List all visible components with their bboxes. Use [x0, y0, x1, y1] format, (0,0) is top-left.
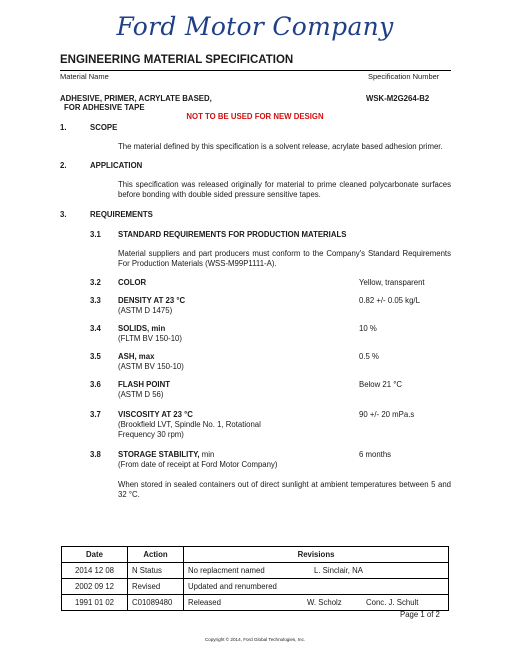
req-3-4-value: 10 %	[359, 324, 377, 333]
revision-desc-cell	[184, 579, 449, 595]
req-3-2-title: COLOR	[118, 278, 147, 287]
section-1-number: 1.	[60, 123, 67, 132]
scope-body: The material defined by this specification is a solvent release, acrylate based adhesion primer.	[118, 142, 443, 151]
req-3-6-method: (ASTM D 56)	[118, 390, 164, 399]
table-row	[62, 579, 449, 595]
revision-desc-cell	[184, 563, 449, 579]
revision-date: 2014 12 08	[62, 563, 128, 579]
req-3-5-method: (ASTM BV 150-10)	[118, 362, 184, 371]
section-3-1-title: STANDARD REQUIREMENTS FOR PRODUCTION MATERIALS	[118, 230, 347, 239]
ford-logo: Ford Motor Company	[116, 12, 394, 41]
req-3-5-value: 0.5 %	[359, 352, 379, 361]
revision-header-revisions: Revisions	[184, 547, 449, 563]
revision-action: Revised	[128, 579, 184, 595]
revision-header-date: Date	[62, 547, 128, 563]
req-3-7-number: 3.7	[90, 410, 101, 419]
material-name-line1: ADHESIVE, PRIMER, ACRYLATE BASED,	[60, 94, 212, 103]
req-3-3-method: (ASTM D 1475)	[118, 306, 173, 315]
table-row	[62, 595, 449, 611]
req-3-3-number: 3.3	[90, 296, 101, 305]
req-3-4-number: 3.4	[90, 324, 101, 333]
req-3-4-method: (FLTM BV 150-10)	[118, 334, 182, 343]
revision-by: L. Sinclair, NA	[314, 566, 363, 575]
req-3-3-value: 0.82 +/- 0.05 kg/L	[359, 296, 420, 305]
revision-desc: Updated and renumbered	[188, 582, 277, 591]
section-3-number: 3.	[60, 210, 67, 219]
req-3-6-title: FLASH POINT	[118, 380, 170, 389]
req-3-8-title-bold: STORAGE STABILITY,	[118, 450, 200, 459]
material-name-line2: FOR ADHESIVE TAPE	[64, 103, 145, 112]
revision-date: 2002 09 12	[62, 579, 128, 595]
revision-concurrence: Conc. J. Schult	[366, 598, 419, 607]
header-rule	[60, 70, 451, 71]
revision-action: C01089480	[128, 595, 184, 611]
copyright-footer: Copyright © 2014, Ford Global Technologies, Inc.	[204, 637, 306, 642]
section-3-1-number: 3.1	[90, 230, 101, 239]
req-3-8-value: 6 months	[359, 450, 392, 459]
req-3-8-method: (From date of receipt at Ford Motor Company)	[118, 460, 278, 469]
document-title: ENGINEERING MATERIAL SPECIFICATION	[60, 54, 294, 66]
req-3-5-number: 3.5	[90, 352, 101, 361]
spec-number: WSK-M2G264-B2	[366, 94, 430, 103]
req-3-8-number: 3.8	[90, 450, 101, 459]
req-3-6-value: Below 21 °C	[359, 380, 402, 389]
req-3-7-method-line1: (Brookfield LVT, Spindle No. 1, Rotational	[118, 420, 261, 429]
application-body: This specification was released originally for material to prime cleaned polycarbonate surfaces before bonding with double sided pressure sensitive tapes.	[118, 180, 451, 199]
req-3-4-title: SOLIDS, min	[118, 324, 166, 333]
req-3-8-title-suffix: min	[199, 450, 215, 459]
section-1-title: SCOPE	[90, 123, 118, 132]
req-3-5-title: ASH, max	[118, 352, 155, 361]
table-row	[62, 563, 449, 579]
req-3-7-value: 90 +/- 20 mPa.s	[359, 410, 415, 419]
req-3-6-number: 3.6	[90, 380, 101, 389]
section-2-number: 2.	[60, 161, 67, 170]
revision-desc: No replacment named	[188, 566, 265, 575]
storage-note: When stored in sealed containers out of direct sunlight at ambient temperatures between 5 and 32 °C.	[118, 480, 451, 499]
section-2-title: APPLICATION	[90, 161, 143, 170]
revision-desc-cell	[184, 595, 449, 611]
section-3-1-body: Material suppliers and part producers must conform to the Company's Standard Requirements For Production Materials (WSS-M99P1111-A).	[118, 249, 451, 268]
revision-header-row	[62, 547, 449, 563]
req-3-2-value: Yellow, transparent	[359, 278, 425, 287]
revision-date: 1991 01 02	[62, 595, 128, 611]
revision-by: W. Scholz	[307, 598, 342, 607]
obsolete-notice: NOT TO BE USED FOR NEW DESIGN	[186, 112, 324, 121]
page-number: Page 1 of 2	[400, 610, 440, 619]
req-3-2-number: 3.2	[90, 278, 101, 287]
revision-header-action: Action	[128, 547, 184, 563]
revision-action: N Status	[128, 563, 184, 579]
revision-desc: Released	[188, 598, 221, 607]
req-3-7-title: VISCOSITY AT 23 °C	[118, 410, 193, 419]
section-3-title: REQUIREMENTS	[90, 210, 153, 219]
req-3-7-method-line2: Frequency 30 rpm)	[118, 430, 184, 439]
spec-number-label: Specification Number	[368, 72, 440, 81]
material-name-label: Material Name	[60, 72, 109, 81]
req-3-8-title	[118, 450, 214, 460]
revision-table	[61, 546, 449, 611]
req-3-3-title: DENSITY AT 23 °C	[118, 296, 186, 305]
